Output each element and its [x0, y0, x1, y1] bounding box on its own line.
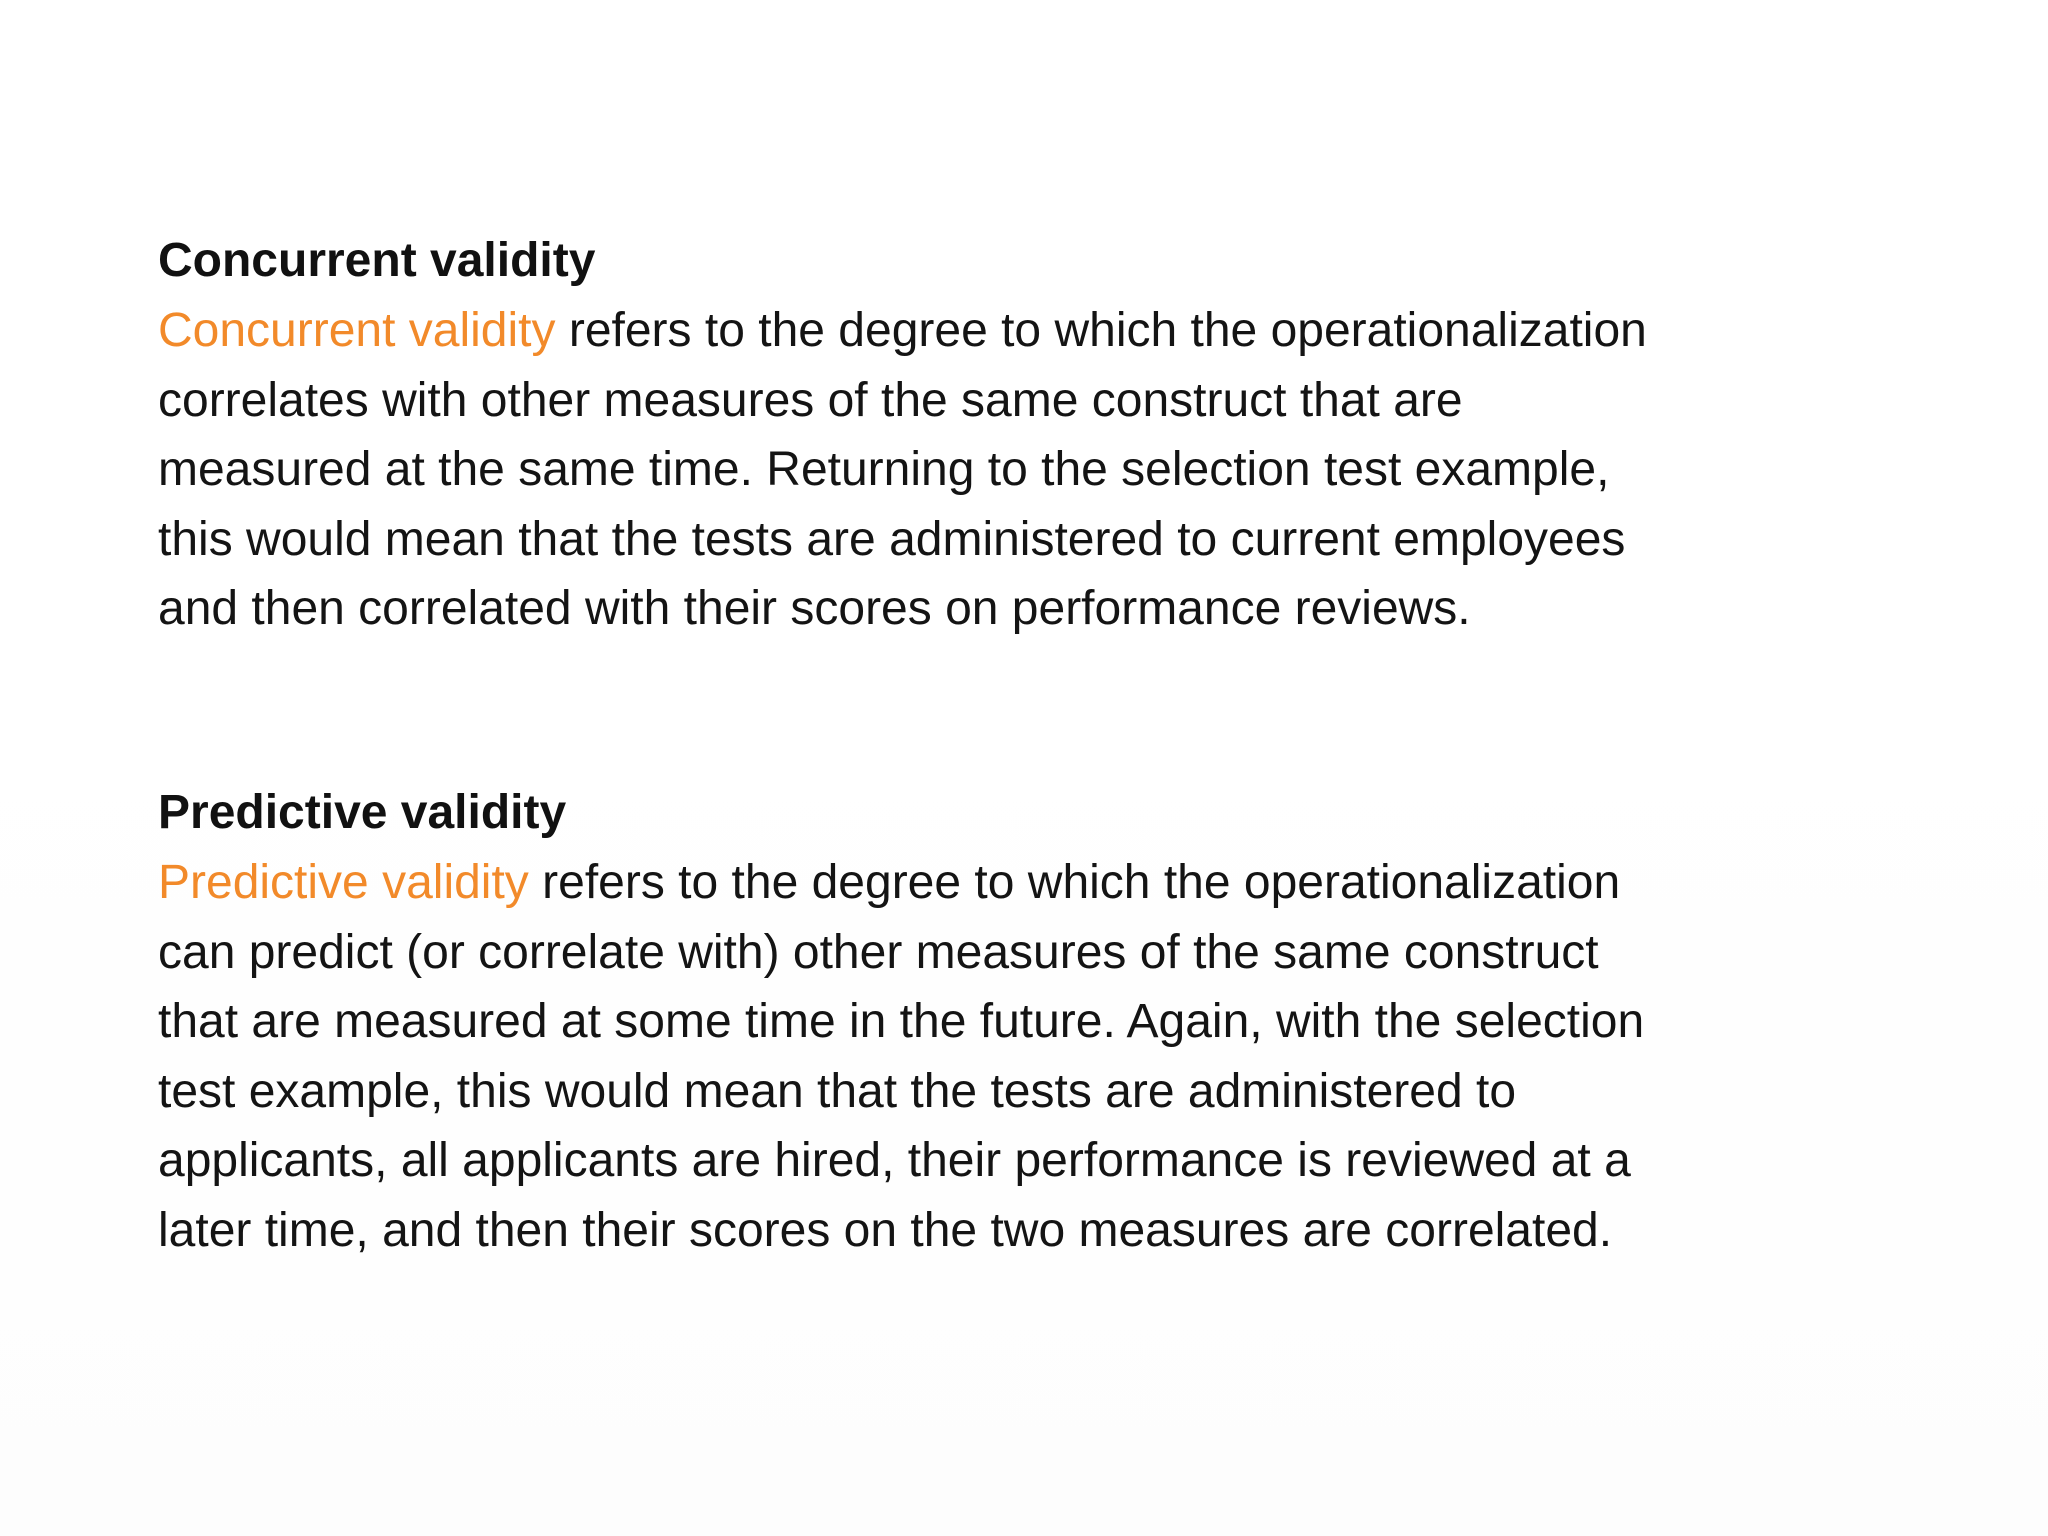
paragraph-line [158, 296, 1938, 366]
paragraph-line: correlates with other measures of the same construct that are [158, 373, 1463, 427]
paragraph-line: and then correlated with their scores on performance reviews. [158, 582, 1471, 635]
paragraph-line-text: refers to the degree to which the operationalization [555, 304, 1647, 357]
paragraph-line: measured at the same time. Returning to the selection test example, [158, 443, 1610, 496]
paragraph-line: can predict (or correlate with) other measures of the same construct [158, 925, 1599, 979]
concurrent-validity-section [158, 226, 1938, 644]
paragraph-line: applicants, all applicants are hired, their performance is reviewed at a [158, 1134, 1631, 1187]
paragraph-line: test example, this would mean that the tests are administered to [158, 1064, 1517, 1118]
paragraph-line-text: refers to the degree to which the operationalization [528, 856, 1621, 909]
predictive-validity-term: Predictive validity [158, 856, 529, 909]
paragraph-line [158, 848, 1938, 918]
predictive-validity-section [158, 778, 1938, 1265]
concurrent-validity-heading: Concurrent validity [158, 234, 596, 287]
concurrent-validity-term: Concurrent validity [158, 304, 556, 357]
paragraph-line: this would mean that the tests are administered to current employees [158, 512, 1626, 566]
paragraph-line: that are measured at some time in the future. Again, with the selection [158, 995, 1645, 1048]
predictive-validity-heading: Predictive validity [158, 786, 567, 839]
concurrent-validity-paragraph [158, 296, 1938, 644]
predictive-validity-paragraph [158, 848, 1938, 1265]
paragraph-line: later time, and then their scores on the two measures are correlated. [158, 1203, 1613, 1257]
